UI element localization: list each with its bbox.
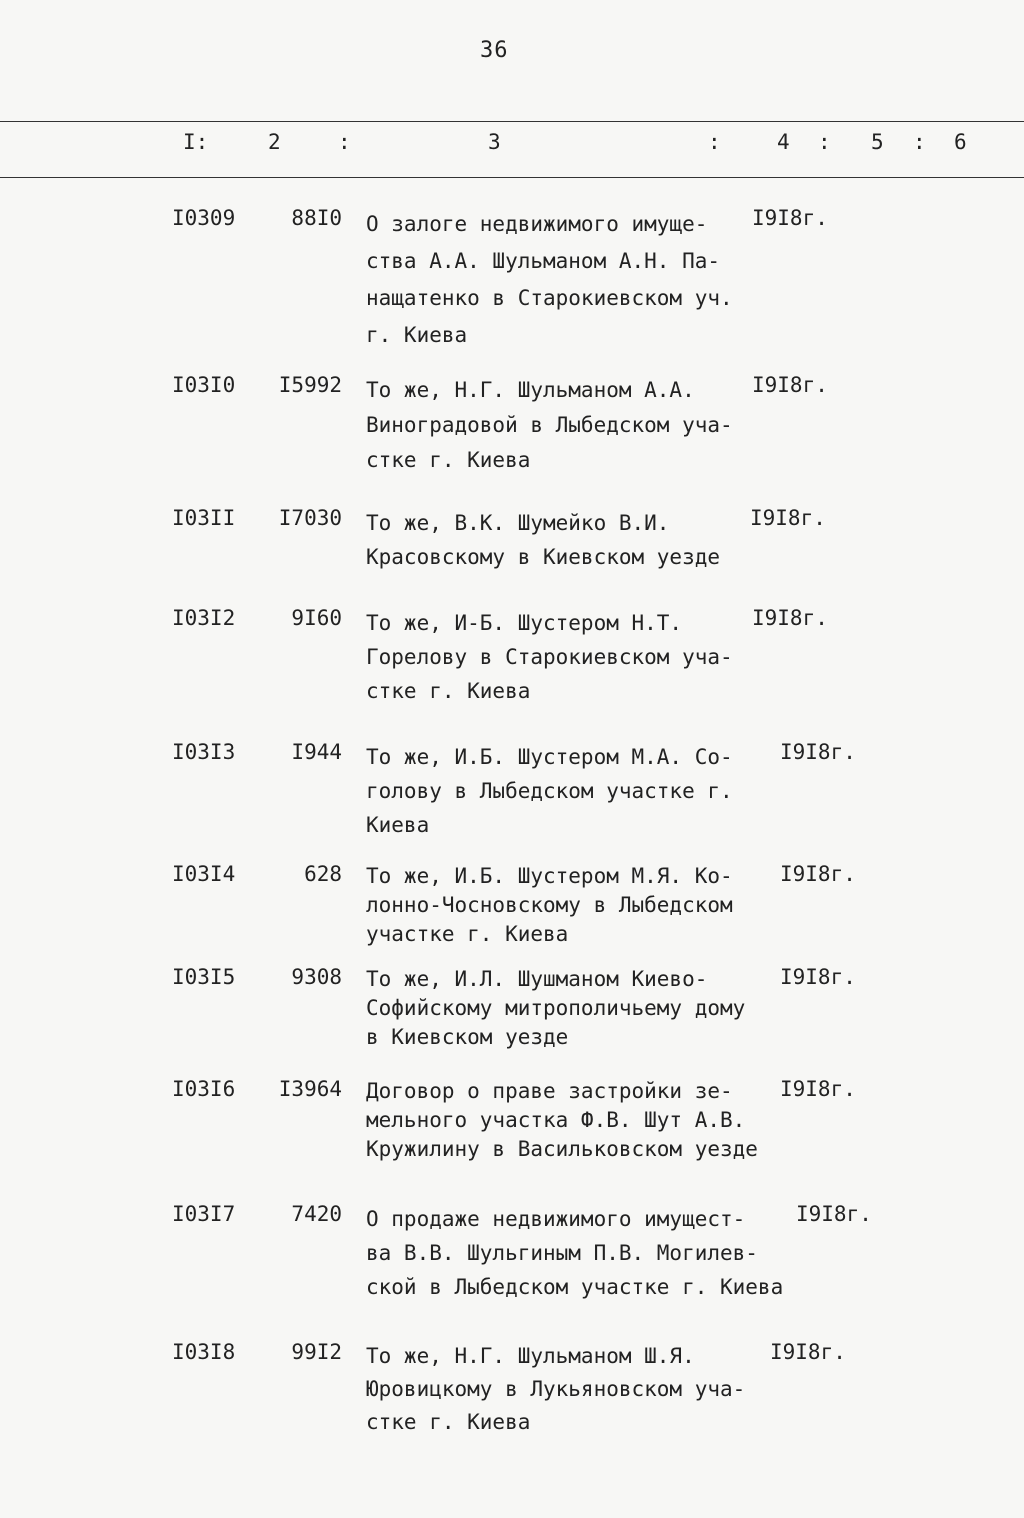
description-line: О продаже недвижимого имущест- — [366, 1207, 746, 1231]
description-line: Горелову в Старокиевском уча- — [366, 645, 733, 669]
column-separator: : — [913, 130, 926, 154]
description-line: То же, И.Б. Шустером М.Я. Ко- — [366, 864, 733, 888]
description-line: Софийскому митрополичьему дому — [366, 996, 746, 1020]
description-line: Виноградовой в Лыбедском уча- — [366, 413, 733, 437]
entry-year: I9I8г. — [780, 862, 856, 886]
column-header-4: 4 — [777, 130, 790, 154]
description-line: голову в Лыбедском участке г. — [366, 779, 733, 803]
description-line: ской в Лыбедском участке г. Киева — [366, 1275, 784, 1299]
entry-reference: I3964 — [278, 1077, 342, 1101]
list-item — [0, 1077, 1024, 1164]
entry-reference: 628 — [304, 862, 342, 886]
entry-number: I0309 — [172, 206, 236, 230]
description-line: Кружилину в Васильковском уезде — [366, 1137, 758, 1161]
column-header-2: 2 — [268, 130, 281, 154]
description-line: стке г. Киева — [366, 679, 531, 703]
description-line: Красовскому в Киевском уезде — [366, 545, 721, 569]
list-item — [0, 373, 1024, 478]
column-header-1: I: — [183, 130, 209, 154]
description-line: в Киевском уезде — [366, 1025, 569, 1049]
description-line: лонно-Чосновскому в Лыбедском — [366, 893, 733, 917]
description-line: мельного участка Ф.В. Шут А.В. — [366, 1108, 746, 1132]
entry-year: I9I8г. — [770, 1340, 846, 1364]
entry-number: I03II — [172, 506, 236, 530]
entry-reference: 88I0 — [291, 206, 342, 230]
column-header-6: 6 — [954, 130, 967, 154]
column-header-5: 5 — [871, 130, 884, 154]
entry-reference: 9I60 — [291, 606, 342, 630]
entry-description — [366, 373, 733, 478]
entry-reference: 7420 — [291, 1202, 342, 1226]
entry-number: I03I5 — [172, 965, 236, 989]
column-header-3: 3 — [488, 130, 501, 154]
entry-number: I03I3 — [172, 740, 236, 764]
description-line: стке г. Киева — [366, 1410, 531, 1434]
entry-year: I9I8г. — [752, 373, 828, 397]
entry-description — [366, 206, 733, 354]
entry-description — [366, 1340, 745, 1439]
list-item — [0, 606, 1024, 708]
entry-description — [366, 862, 733, 949]
description-line: стке г. Киева — [366, 448, 531, 472]
description-line: То же, Н.Г. Шульманом А.А. — [366, 378, 695, 402]
list-item — [0, 965, 1024, 1052]
list-item — [0, 740, 1024, 842]
column-separator: : — [818, 130, 831, 154]
description-line: То же, И-Б. Шустером Н.Т. — [366, 611, 683, 635]
entry-year: I9I8г. — [780, 740, 856, 764]
header-rule-top — [0, 121, 1024, 122]
list-item — [0, 506, 1024, 574]
description-line: ва В.В. Шульгиным П.В. Могилев- — [366, 1241, 758, 1265]
description-line: нащатенко в Старокиевском уч. — [366, 286, 733, 310]
list-item — [0, 862, 1024, 949]
list-item — [0, 1340, 1024, 1439]
entry-number: I03I4 — [172, 862, 236, 886]
description-line: То же, И.Б. Шустером М.А. Со- — [366, 745, 733, 769]
entry-number: I03I2 — [172, 606, 236, 630]
description-line: Юровицкому в Лукьяновском уча- — [366, 1377, 746, 1401]
entry-number: I03I8 — [172, 1340, 236, 1364]
entry-year: I9I8г. — [780, 965, 856, 989]
description-line: ства А.А. Шульманом А.Н. Па- — [366, 249, 721, 273]
entry-reference: I5992 — [278, 373, 342, 397]
entry-year: I9I8г. — [796, 1202, 872, 1226]
entry-reference: I7030 — [278, 506, 342, 530]
description-line: участке г. Киева — [366, 922, 569, 946]
entry-year: I9I8г. — [752, 606, 828, 630]
description-line: То же, В.К. Шумейко В.И. — [366, 511, 670, 535]
entry-description — [366, 965, 745, 1052]
entry-reference: 9308 — [291, 965, 342, 989]
entry-year: I9I8г. — [752, 206, 828, 230]
entry-description — [366, 506, 720, 574]
description-line: Киева — [366, 813, 430, 837]
entry-description — [366, 1202, 783, 1304]
column-separator: : — [338, 130, 351, 154]
entry-year: I9I8г. — [750, 506, 826, 530]
list-item — [0, 1202, 1024, 1304]
description-line: О залоге недвижимого имуще- — [366, 212, 708, 236]
entry-reference: 99I2 — [291, 1340, 342, 1364]
entry-number: I03I0 — [172, 373, 236, 397]
entry-description — [366, 740, 733, 842]
list-item — [0, 206, 1024, 354]
entry-number: I03I6 — [172, 1077, 236, 1101]
entry-description — [366, 606, 733, 708]
description-line: То же, И.Л. Шушманом Киево- — [366, 967, 708, 991]
description-line: г. Киева — [366, 323, 468, 347]
description-line: То же, Н.Г. Шульманом Ш.Я. — [366, 1344, 695, 1368]
entry-reference: I944 — [291, 740, 342, 764]
entry-number: I03I7 — [172, 1202, 236, 1226]
entry-description — [366, 1077, 758, 1164]
entry-year: I9I8г. — [780, 1077, 856, 1101]
header-rule-bottom — [0, 177, 1024, 178]
page-number: 36 — [480, 38, 509, 63]
description-line: Договор о праве застройки зе- — [366, 1079, 733, 1103]
column-separator: : — [708, 130, 721, 154]
